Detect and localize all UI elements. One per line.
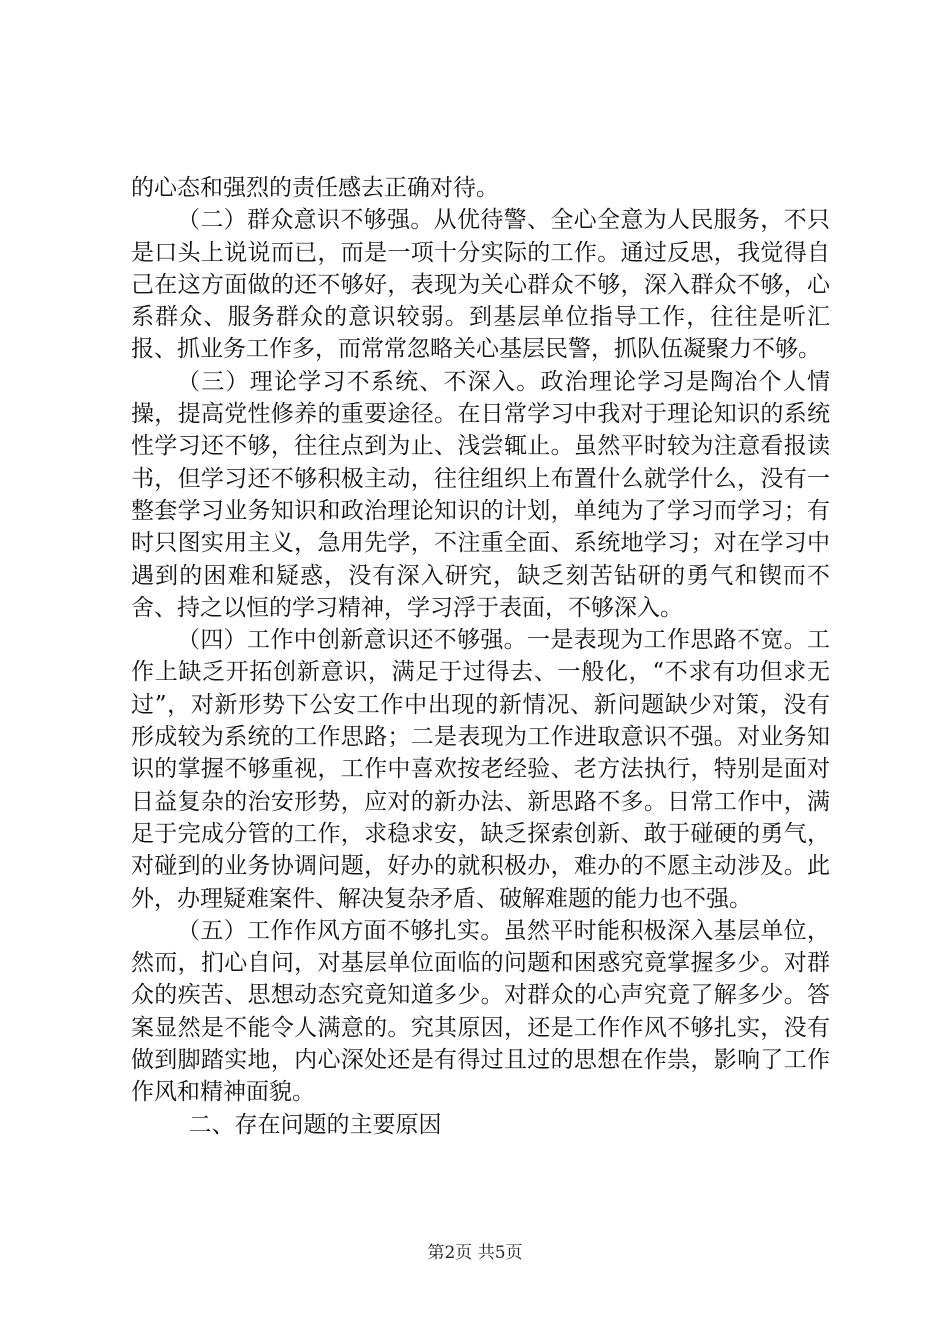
- document-body: [131, 172, 830, 1141]
- paragraph-theory-study: （三）理论学习不系统、不深入。政治理论学习是陶冶个人情操，提高党性修养的重要途径。在日常学习中我对于理论知识的系统性学习还不够，往往点到为止、浅尝辄止。虽然平时较为注意看报读书，但学习还不够积极主动，往往组织上布置什么就学什么，没有一整套学习业务知识和政治理论知识的计划，单纯为了学习而学习；有时只图实用主义，急用先学，不注重全面、系统地学习；对在学习中遇到的困难和疑惑，没有深入研究，缺乏刻苦钻研的勇气和锲而不舍、持之以恒的学习精神，学习浮于表面，不够深入。: [131, 368, 830, 621]
- page-number-footer: 第2页 共5页: [427, 1243, 523, 1263]
- paragraph-continuation: 的心态和强烈的责任感去正确对待。: [131, 175, 499, 201]
- paragraph-innovation-awareness: （四）工作中创新意识还不够强。一是表现为工作思路不宽。工作上缺乏开拓创新意识，满足于过得去、一般化，“不求有功但求无过”，对新形势下公安工作中出现的新情况、新问题缺少对策，没有形成较为系统的工作思路；二是表现为工作进取意识不强。对业务知识的掌握不够重视，工作中喜欢按老经验、老方法执行，特别是面对日益复杂的治安形势，应对的新办法、新思路不多。日常工作中，满足于完成分管的工作，求稳求安，缺乏探索创新、敢于碰硬的勇气，对碰到的业务协调问题，好办的就积极办，难办的不愿主动涉及。此外，办理疑难案件、解决复杂矛盾、破解难题的能力也不强。: [131, 627, 830, 912]
- paragraph-work-style: （五）工作作风方面不够扎实。虽然平时能积极深入基层单位，然而，扪心自问，对基层单位面临的问题和困惑究竟掌握多少。对群众的疾苦、思想动态究竟知道多少。对群众的心声究竟了解多少。答案显然是不能令人满意的。究其原因，还是工作作风不够扎实，没有做到脚踏实地，内心深处还是有得过且过的思想在作祟，影响了工作作风和精神面貌。: [131, 917, 830, 1106]
- section-heading-main-causes: 二、存在问题的主要原因: [188, 1111, 442, 1138]
- paragraph-mass-awareness: （二）群众意识不够强。从优待警、全心全意为人民服务，不只是口头上说说而已，而是一项十分实际的工作。通过反思，我觉得自己在这方面做的还不够好，表现为关心群众不够，深入群众不够，心系群众、服务群众的意识较弱。到基层单位指导工作，往往是听汇报、抓业务工作多，而常常忽略关心基层民警，抓队伍凝聚力不够。: [131, 207, 830, 363]
